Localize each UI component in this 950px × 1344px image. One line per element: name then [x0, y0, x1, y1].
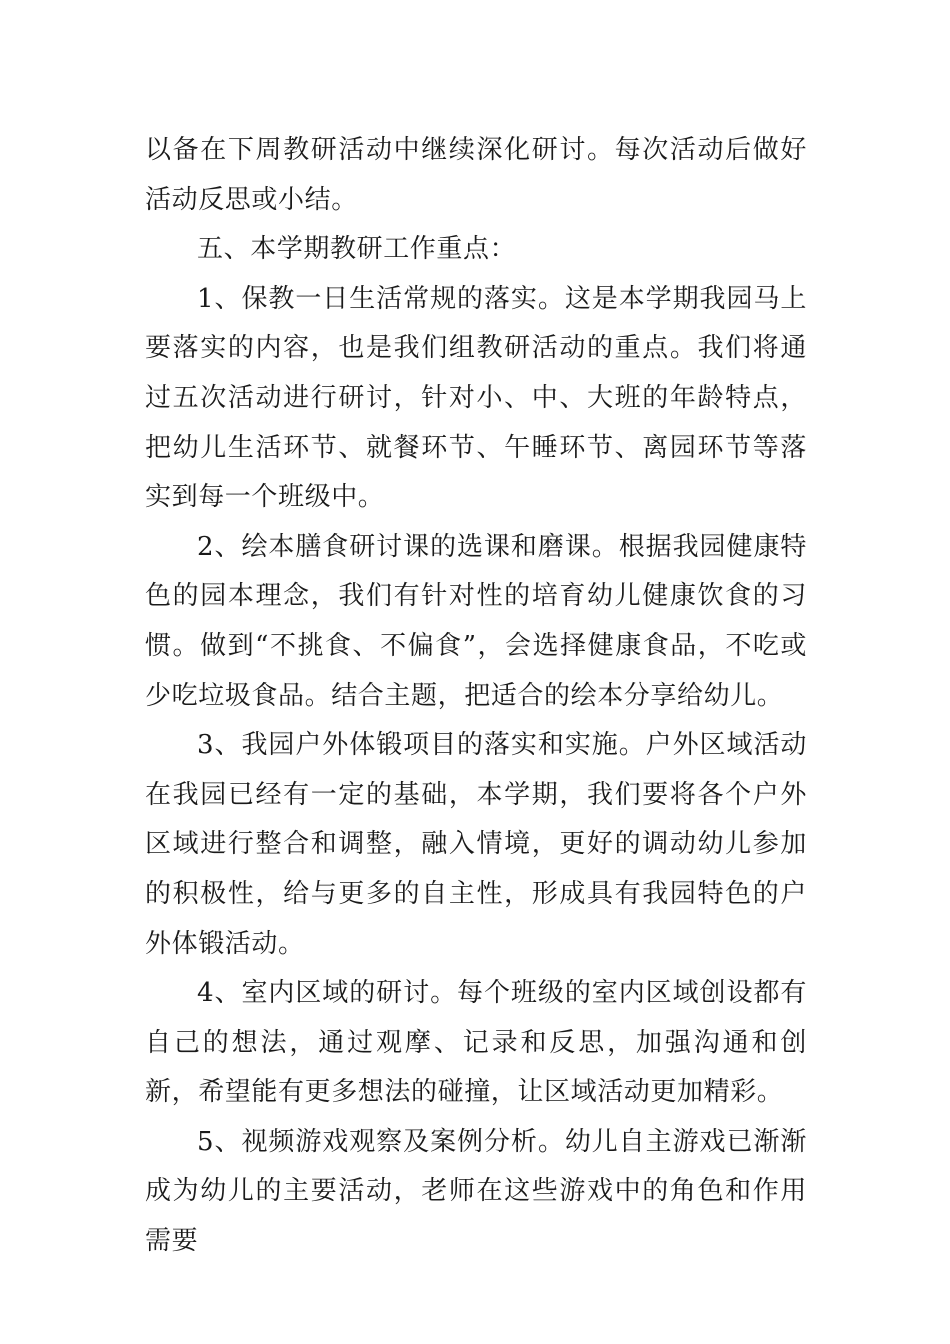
section-heading: 五、本学期教研工作重点： [197, 234, 517, 265]
document-body [145, 126, 807, 1267]
paragraph-item-1: 1、保教一日生活常规的落实。这是本学期我园马上要落实的内容，也是我们组教研活动的重点。我们将通过五次活动进行研讨，针对小、中、大班的年龄特点，把幼儿生活环节、就餐环节、午睡环节、离园环节等落实到每一个班级中。 [145, 283, 807, 513]
paragraph-item-4: 4、室内区域的研讨。每个班级的室内区域创设都有自己的想法，通过观摩、记录和反思，加强沟通和创新，希望能有更多想法的碰撞，让区域活动更加精彩。 [145, 978, 807, 1108]
paragraph-item-3: 3、我园户外体锻项目的落实和实施。户外区域活动在我园已经有一定的基础，本学期，我们要将各个户外区域进行整合和调整，融入情境，更好的调动幼儿参加的积极性，给与更多的自主性，形成具有我园特色的户外体锻活动。 [145, 730, 807, 959]
paragraph-item-2: 2、绘本膳食研讨课的选课和磨课。根据我园健康特色的园本理念，我们有针对性的培育幼儿健康饮食的习惯。做到“不挑食、不偏食”，会选择健康食品，不吃或少吃垃圾食品。结合主题，把适合的绘本分享给幼儿。 [145, 531, 807, 711]
paragraph-continuation: 以备在下周教研活动中继续深化研讨。每次活动后做好活动反思或小结。 [145, 135, 807, 215]
paragraph-item-5: 5、视频游戏观察及案例分析。幼儿自主游戏已渐渐成为幼儿的主要活动，老师在这些游戏中的角色和作用需要 [145, 1126, 807, 1257]
